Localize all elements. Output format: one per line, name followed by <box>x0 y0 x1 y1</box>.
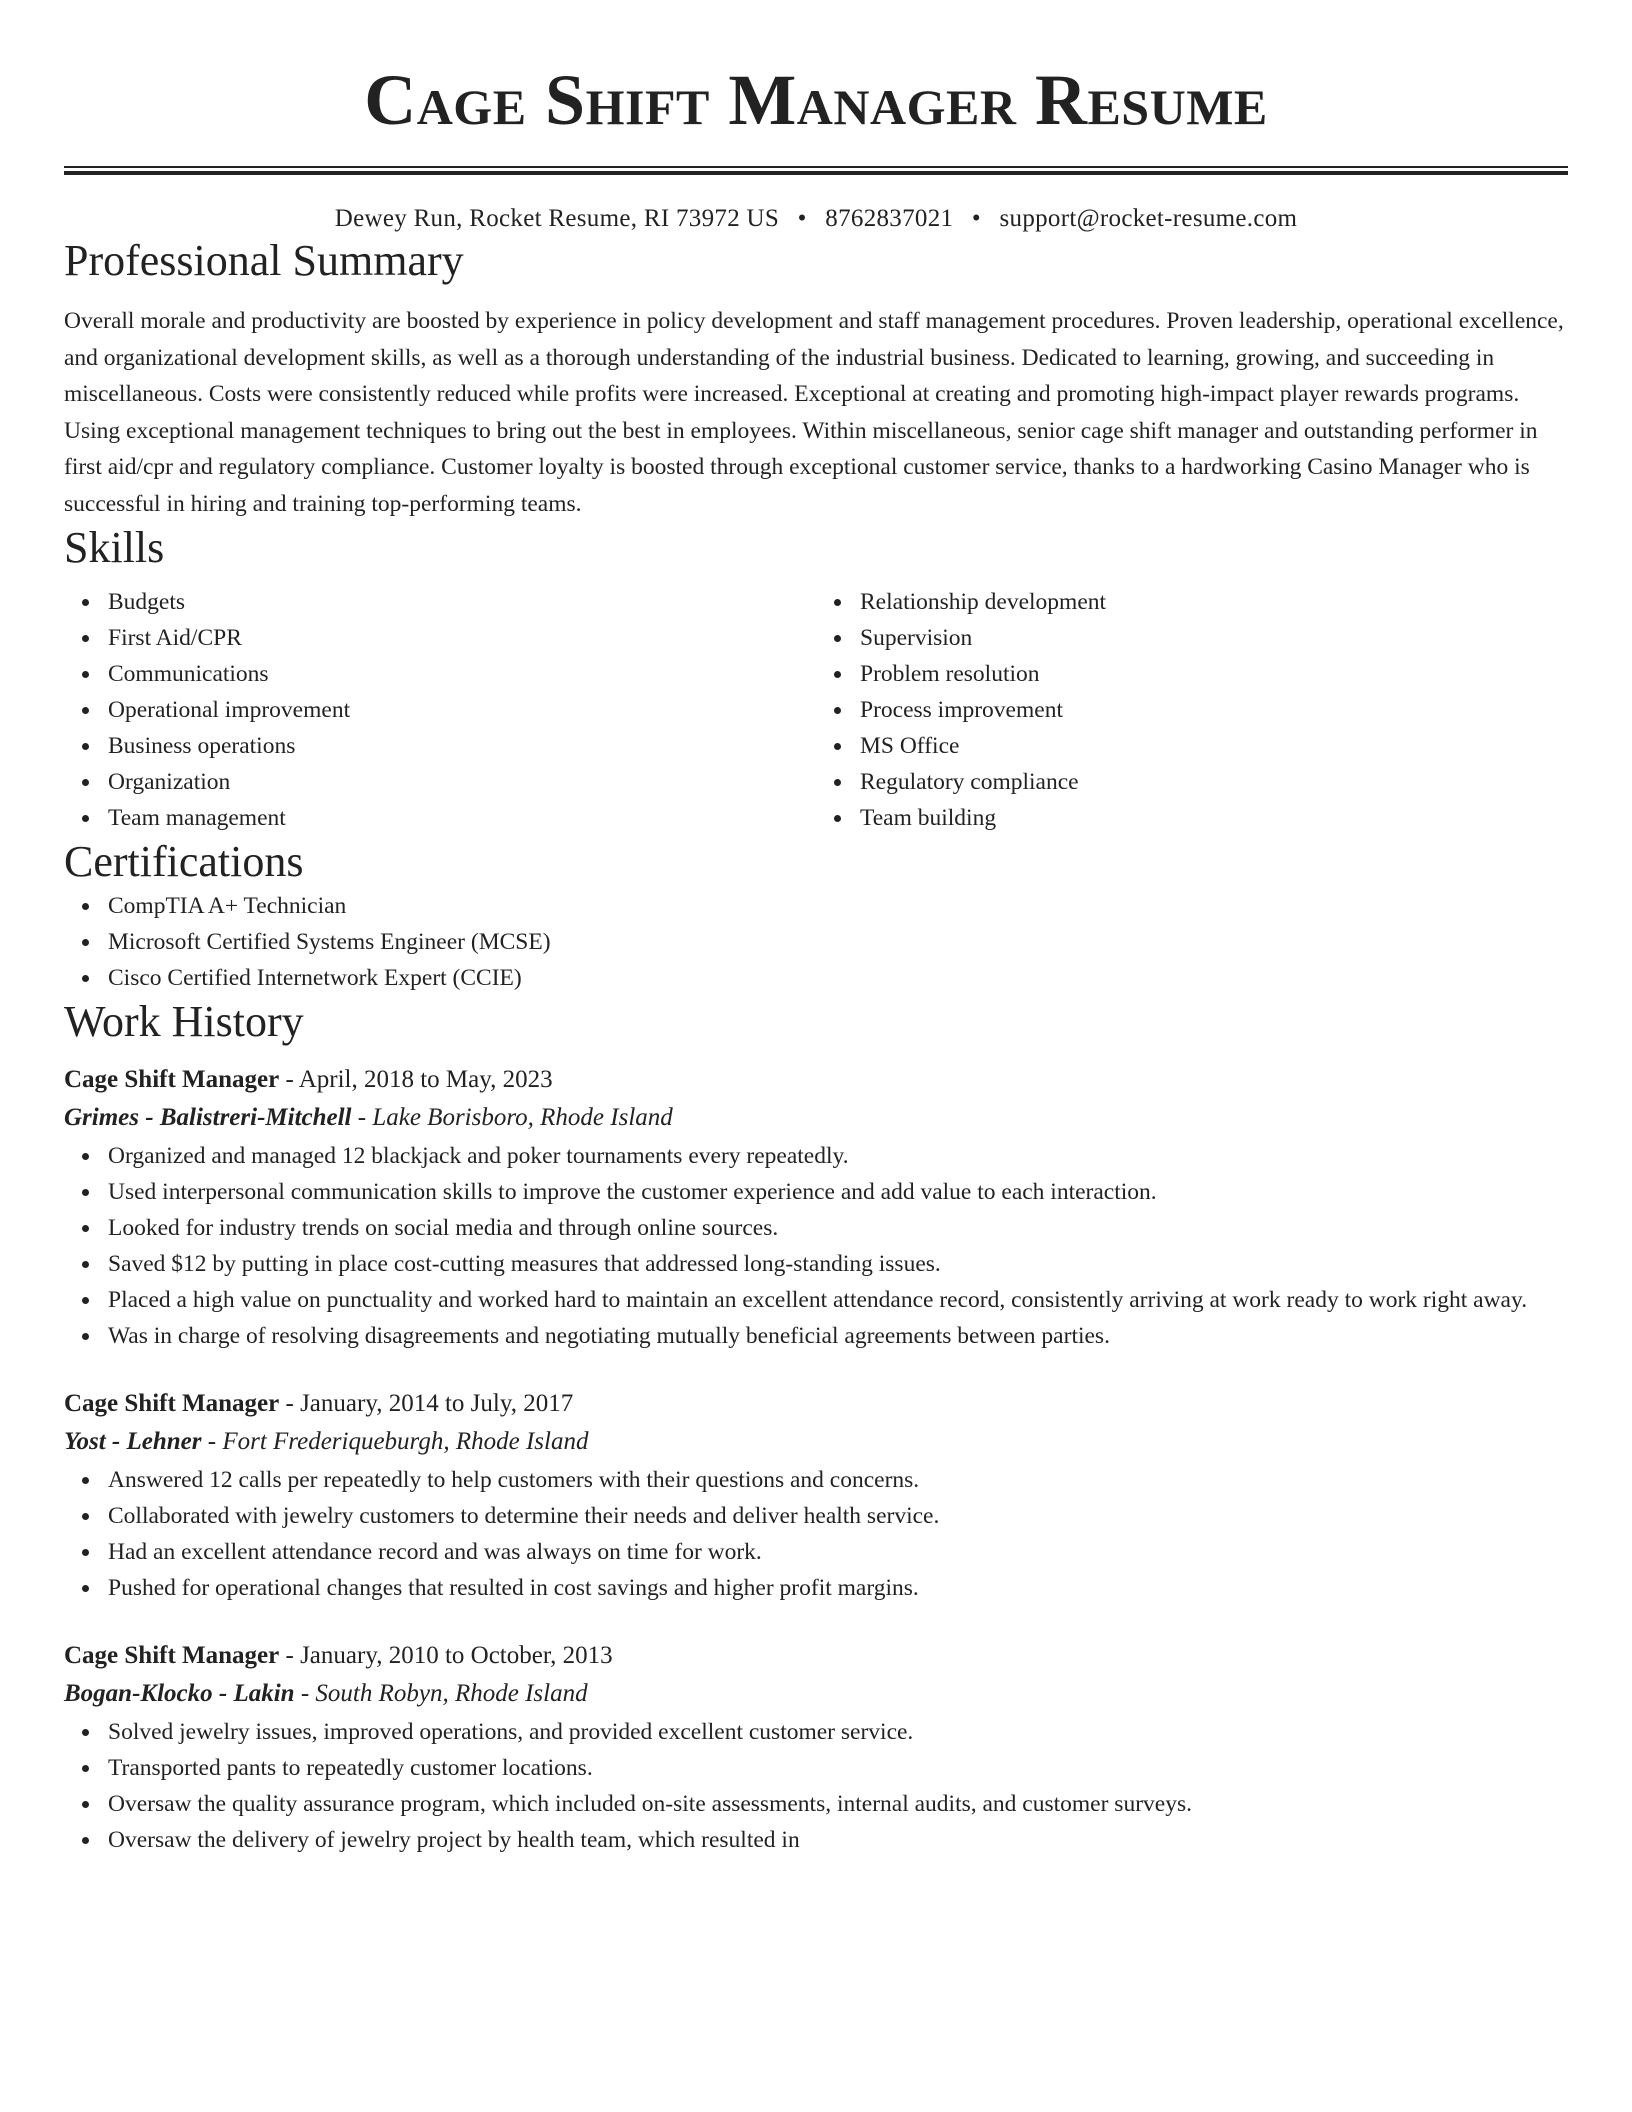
job-company-line <box>64 1098 1568 1138</box>
job-company: Grimes - Balistreri-Mitchell <box>64 1104 352 1131</box>
job-duty: Oversaw the quality assurance program, which included on-site assessments, internal audits, and customer surveys. <box>108 1786 1568 1822</box>
job-duty: Used interpersonal communication skills to improve the customer experience and add value to each interaction. <box>108 1174 1568 1210</box>
skills-heading: Skills <box>64 523 165 572</box>
certification-item: Cisco Certified Internetwork Expert (CCIE) <box>108 960 1568 996</box>
skill-item: Communications <box>108 656 816 692</box>
job-company: Yost - Lehner <box>64 1428 202 1455</box>
summary-heading: Professional Summary <box>64 236 464 285</box>
certifications-list <box>64 888 1568 996</box>
job-company: Bogan-Klocko - Lakin <box>64 1680 295 1707</box>
job-location: - Lake Borisboro, Rhode Island <box>351 1104 673 1131</box>
contact-address: Dewey Run, Rocket Resume, RI 73972 US <box>334 205 780 232</box>
certification-item: CompTIA A+ Technician <box>108 888 1568 924</box>
skill-item: MS Office <box>860 728 1568 764</box>
job-duty: Organized and managed 12 blackjack and poker tournaments every repeatedly. <box>108 1138 1568 1174</box>
job-header <box>64 1386 1568 1422</box>
skill-item: Team building <box>860 800 1568 836</box>
contact-separator: • <box>971 205 981 232</box>
job-duty: Collaborated with jewelry customers to determine their needs and deliver health service. <box>108 1498 1568 1534</box>
contact-email: support@rocket-resume.com <box>999 205 1298 232</box>
skill-item: Process improvement <box>860 692 1568 728</box>
job-duty: Oversaw the delivery of jewelry project by health team, which resulted in <box>108 1822 1568 1858</box>
job-duties-list <box>64 1462 1568 1606</box>
job-entry <box>64 1638 1568 1858</box>
contact-separator: • <box>797 205 807 232</box>
skills-right-list <box>816 584 1568 836</box>
skill-item: Budgets <box>108 584 816 620</box>
skills-left-list <box>64 584 816 836</box>
title-divider <box>64 166 1568 175</box>
skill-item: Team management <box>108 800 816 836</box>
job-dates: - January, 2014 to July, 2017 <box>279 1390 574 1417</box>
job-company-line <box>64 1422 1568 1462</box>
job-entry <box>64 1062 1568 1354</box>
work-history-heading: Work History <box>64 997 304 1046</box>
job-duty: Answered 12 calls per repeatedly to help customers with their questions and concerns. <box>108 1462 1568 1498</box>
job-duty: Was in charge of resolving disagreements and negotiating mutually beneficial agreements between parties. <box>108 1318 1568 1354</box>
certifications-heading: Certifications <box>64 837 304 886</box>
job-dates: - April, 2018 to May, 2023 <box>279 1066 553 1093</box>
contact-phone: 8762837021 <box>825 205 954 232</box>
skill-item: Supervision <box>860 620 1568 656</box>
skill-item: Operational improvement <box>108 692 816 728</box>
job-duty: Saved $12 by putting in place cost-cutting measures that addressed long-standing issues. <box>108 1246 1568 1282</box>
job-duty: Had an excellent attendance record and was always on time for work. <box>108 1534 1568 1570</box>
job-location: - Fort Frederiqueburgh, Rhode Island <box>201 1428 589 1455</box>
job-duty: Looked for industry trends on social media and through online sources. <box>108 1210 1568 1246</box>
job-header <box>64 1638 1568 1674</box>
job-location: - South Robyn, Rhode Island <box>294 1680 588 1707</box>
job-duty: Transported pants to repeatedly customer locations. <box>108 1750 1568 1786</box>
skill-item: Business operations <box>108 728 816 764</box>
skill-item: Relationship development <box>860 584 1568 620</box>
resume-title: Cage Shift Manager Resume <box>364 60 1268 140</box>
skill-item: Organization <box>108 764 816 800</box>
job-company-line <box>64 1674 1568 1714</box>
certification-item: Microsoft Certified Systems Engineer (MCSE) <box>108 924 1568 960</box>
job-duties-list <box>64 1714 1568 1858</box>
job-dates: - January, 2010 to October, 2013 <box>279 1642 613 1669</box>
job-duty: Pushed for operational changes that resulted in cost savings and higher profit margins. <box>108 1570 1568 1606</box>
job-header <box>64 1062 1568 1098</box>
job-role: Cage Shift Manager <box>64 1066 280 1093</box>
skill-item: Problem resolution <box>860 656 1568 692</box>
skills-grid <box>64 584 1568 836</box>
skill-item: Regulatory compliance <box>860 764 1568 800</box>
skill-item: First Aid/CPR <box>108 620 816 656</box>
job-role: Cage Shift Manager <box>64 1390 280 1417</box>
contact-line <box>64 203 1568 235</box>
summary-text: Overall morale and productivity are boosted by experience in policy development and staff management procedures. Proven leadership, operational excellence, and organizational development skills, as well as a thorough understanding of the industrial business. Dedicated to learning, growing, and succeeding in miscellaneous. Costs were consistently reduced while profits were increased. Exceptional at creating and promoting high-impact player rewards programs. Using exceptional management techniques to bring out the best in employees. Within miscellaneous, senior cage shift manager and outstanding performer in first aid/cpr and regulatory compliance. Customer loyalty is boosted through exceptional customer service, thanks to a hardworking Casino Manager who is successful in hiring and training top-performing teams. <box>64 308 1564 517</box>
job-duty: Placed a high value on punctuality and worked hard to maintain an excellent attendance record, consistently arriving at work ready to work right away. <box>108 1282 1568 1318</box>
job-duty: Solved jewelry issues, improved operations, and provided excellent customer service. <box>108 1714 1568 1750</box>
job-entry <box>64 1386 1568 1606</box>
job-duties-list <box>64 1138 1568 1354</box>
job-role: Cage Shift Manager <box>64 1642 280 1669</box>
